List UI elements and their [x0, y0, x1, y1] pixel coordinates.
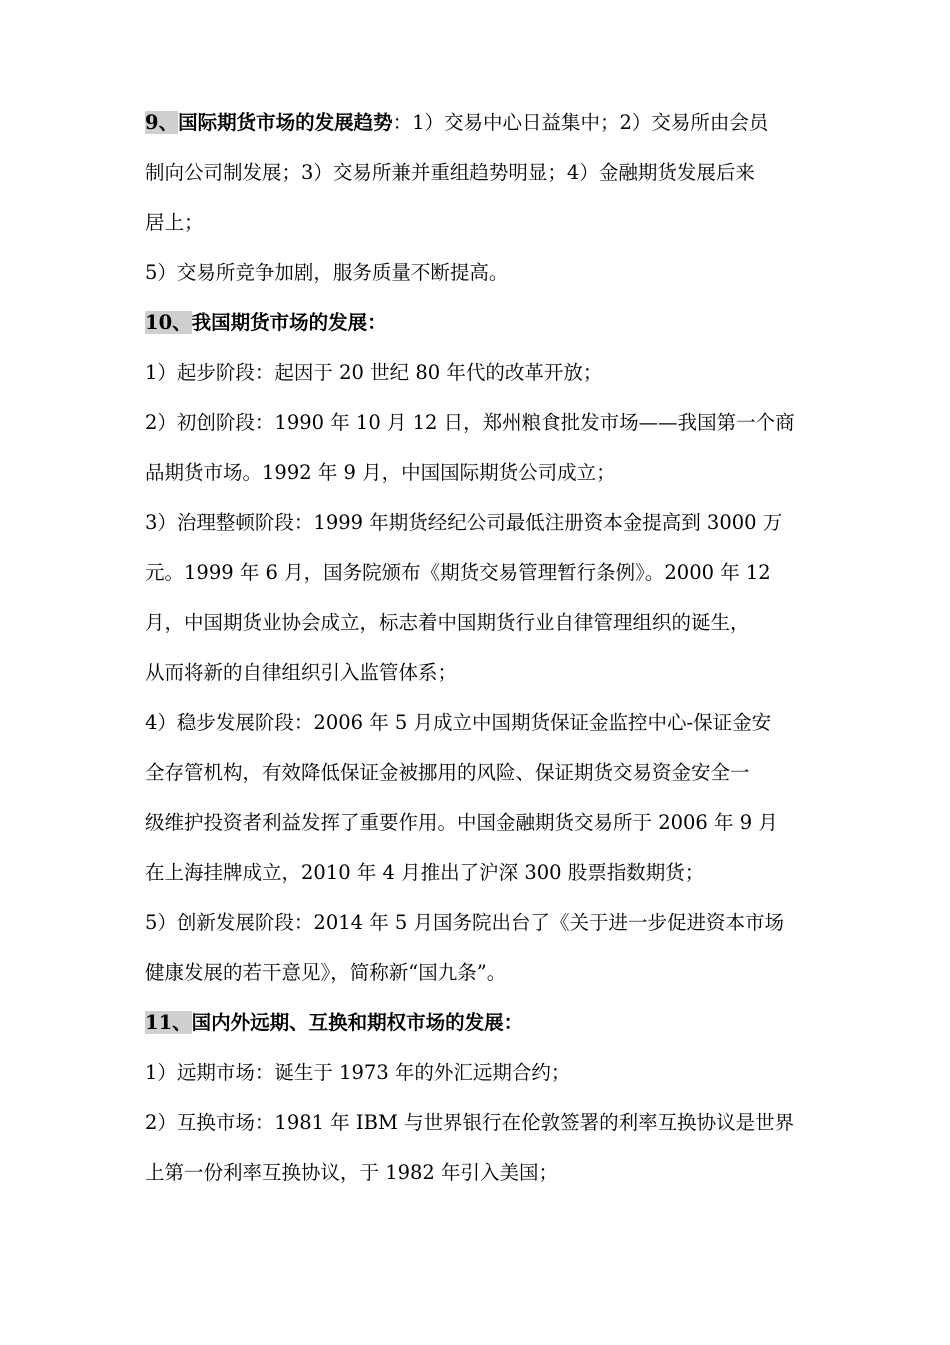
paragraph-line: 健康发展的若干意见》，简称新“国九条”。 [145, 961, 507, 984]
paragraph-line: 5）创新发展阶段：2014 年 5 月国务院出台了《关于进一步促进资本市场 [145, 911, 785, 934]
section-number: 10、 [145, 311, 192, 334]
paragraph-line: 月，中国期货业协会成立，标志着中国期货行业自律管理组织的诞生， [145, 611, 750, 634]
section-9-heading [145, 98, 768, 148]
section-10-heading [145, 298, 387, 348]
section-number: 9、 [145, 111, 179, 134]
paragraph-line: 级维护投资者利益发挥了重要作用。中国金融期货交易所于 2006 年 9 月 [145, 811, 778, 834]
section-title: 我国期货市场的发展： [191, 311, 387, 334]
section-title: 国内外远期、互换和期权市场的发展： [191, 1011, 524, 1034]
paragraph-line: 上第一份利率互换协议，于 1982 年引入美国； [145, 1161, 559, 1184]
paragraph-line: 1）起步阶段：起因于 20 世纪 80 年代的改革开放； [145, 361, 603, 384]
paragraph-line: 1）远期市场：诞生于 1973 年的外汇远期合约； [145, 1061, 571, 1084]
section-number: 11、 [145, 1011, 192, 1034]
section-heading-text: ：1）交易中心日益集中；2）交易所由会员 [392, 111, 769, 134]
paragraph-line: 2）互换市场：1981 年 IBM 与世界银行在伦敦签署的利率互换协议是世界 [145, 1111, 795, 1134]
paragraph-line: 制向公司制发展；3）交易所兼并重组趋势明显；4）金融期货发展后来 [145, 161, 755, 184]
section-11-heading [145, 998, 523, 1048]
paragraph-line: 从而将新的自律组织引入监管体系； [145, 661, 458, 684]
paragraph-line: 全存管机构，有效降低保证金被挪用的风险、保证期货交易资金安全一 [145, 761, 750, 784]
paragraph-line: 元。1999 年 6 月，国务院颁布《期货交易管理暂行条例》。2000 年 12 [145, 561, 771, 584]
paragraph-line: 在上海挂牌成立，2010 年 4 月推出了沪深 300 股票指数期货； [145, 861, 705, 884]
paragraph-line: 3）治理整顿阶段：1999 年期货经纪公司最低注册资本金提高到 3000 万 [145, 511, 783, 534]
section-title: 国际期货市场的发展趋势 [178, 111, 393, 134]
paragraph-line: 居上； [145, 211, 204, 234]
paragraph-line: 2）初创阶段：1990 年 10 月 12 日，郑州粮食批发市场——我国第一个商 [145, 411, 795, 434]
paragraph-line: 5）交易所竞争加剧，服务质量不断提高。 [145, 261, 509, 284]
paragraph-line: 品期货市场。1992 年 9 月，中国国际期货公司成立； [145, 461, 616, 484]
paragraph-line: 4）稳步发展阶段：2006 年 5 月成立中国期货保证金监控中心-保证金安 [145, 711, 772, 734]
